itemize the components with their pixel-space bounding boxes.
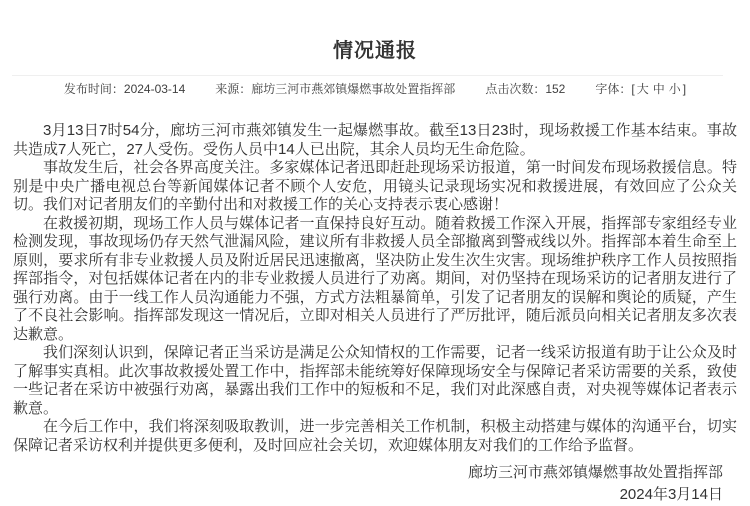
source [215, 82, 455, 97]
signature-block [0, 462, 723, 506]
body-paragraph: 3月13日7时54分，廊坊三河市燕郊镇发生一起爆燃事故。截至13日23时，现场救援工作基本结束。事故共造成7人死亡，27人受伤。受伤人员中14人已出院，其余人员均无生命危险。 [13, 122, 737, 158]
font-size-large-link[interactable]: 大 [636, 82, 649, 96]
source-value: 廊坊三河市燕郊镇爆燃事故处置指挥部 [251, 82, 456, 96]
source-label: 来源： [215, 82, 252, 96]
font-size-label: 字体： [595, 82, 632, 96]
body-paragraph: 事故发生后，社会各界高度关注。多家媒体记者迅即赶赴现场采访报道，第一时间发布现场救援信息。特别是中央广播电视总台等新闻媒体记者不顾个人安危，用镜头记录现场实况和救援进展，有效回应了公众关切。我们对记者朋友们的辛勤付出和对救援工作的关心支持表示衷心感谢！ [13, 159, 737, 213]
signature-org: 廊坊三河市燕郊镇爆燃事故处置指挥部 [467, 464, 723, 481]
title-divider [12, 75, 723, 76]
publish-time-label: 发布时间： [63, 82, 124, 96]
signature-date: 2024年3月14日 [619, 486, 723, 503]
click-count-label: 点击次数： [485, 82, 546, 96]
click-count-value: 152 [545, 82, 566, 96]
page-title: 情况通报 [333, 40, 417, 62]
article-body [13, 122, 737, 455]
font-bracket-close: ] [682, 82, 687, 96]
publish-time [64, 82, 185, 97]
click-count [485, 82, 565, 97]
font-size-switcher [595, 82, 686, 97]
body-paragraph: 在救援初期，现场工作人员与媒体记者一直保持良好互动。随着救援工作深入开展，指挥部专家组经专业检测发现，事故现场仍存天然气泄漏风险，建议所有非救援人员全部撤离到警戒线以外。指挥部本着生命至上原则，要求所有非专业救援人员及附近居民迅速撤离，坚决防止发生次生灾害。现场维护秩序工作人员按照指挥部指令，对包括媒体记者在内的非专业救援人员进行了劝离。期间，对仍坚持在现场采访的记者朋友进行了强行劝离。由于一线工作人员沟通能力不强，方式方法粗暴简单，引发了记者朋友的误解和舆论的质疑，产生了不良社会影响。指挥部发现这一情况后，立即对相关人员进行了严厉批评，随后派员向相关记者朋友多次表达歉意。 [13, 214, 737, 343]
meta-bar [0, 82, 750, 97]
font-bracket-open: [ [631, 82, 635, 96]
font-size-medium-link[interactable]: 中 [652, 82, 665, 96]
body-paragraph: 我们深刻认识到，保障记者正当采访是满足公众知情权的工作需要，记者一线采访报道有助于让公众及时了解事实真相。此次事故救援处置工作中，指挥部未能统筹好保障现场安全与保障记者采访需要的关系，致使一些记者在采访中被强行劝离，暴露出我们工作中的短板和不足，我们对此深感自责，对央视等媒体记者表示歉意。 [13, 344, 737, 417]
body-paragraph: 在今后工作中，我们将深刻吸取教训，进一步完善相关工作机制，积极主动搭建与媒体的沟通平台，切实保障记者采访权利并提供更多便利，及时回应社会关切，欢迎媒体朋友对我们的工作给予监督。 [13, 418, 737, 454]
publish-time-value: 2024-03-14 [123, 82, 186, 96]
font-size-small-link[interactable]: 小 [668, 82, 681, 96]
